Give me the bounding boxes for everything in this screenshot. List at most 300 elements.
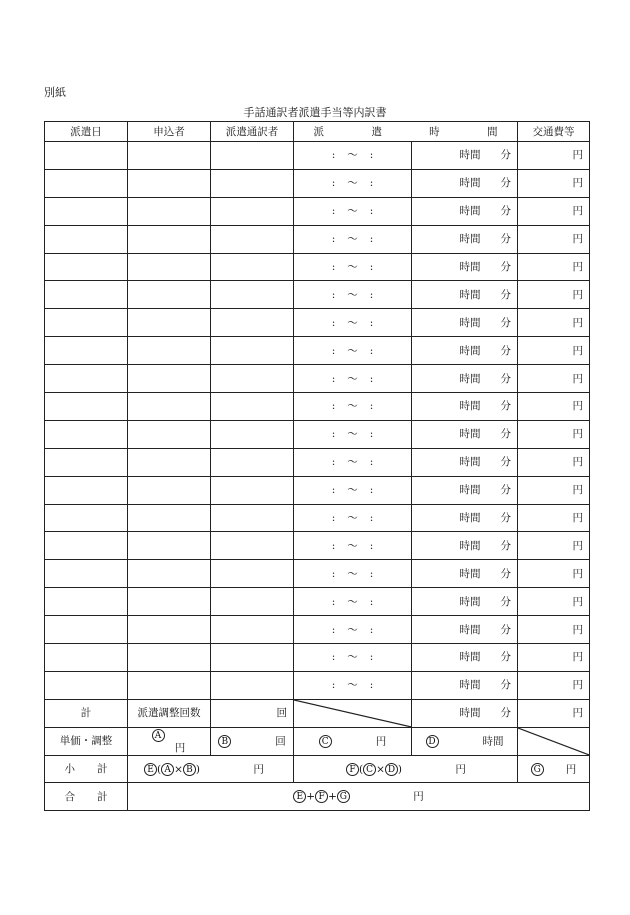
hours-unit: 時間 [459,456,481,469]
entry-row [45,560,590,588]
yen-unit: 円 [572,651,583,664]
applicant-field[interactable] [128,532,211,560]
interpreter-field[interactable] [211,476,294,504]
time-wave: 〜 [347,233,358,246]
date-field[interactable] [45,253,128,281]
transport-field[interactable] [518,281,590,309]
time-colon: : [331,261,336,273]
minutes-unit: 分 [500,316,511,329]
circled-e: E [293,790,306,803]
minutes-unit: 分 [500,177,511,190]
total-duration-field[interactable] [412,699,518,727]
interpreter-field[interactable] [211,169,294,197]
time-colon: : [369,149,374,162]
hours-unit: 時間 [459,233,481,246]
header-time-char: 間 [487,125,498,138]
time-range-field[interactable] [294,671,412,699]
circled-a: A [161,763,174,776]
time-wave: 〜 [347,512,358,525]
unit-price-label: 単価・調整 [45,727,128,755]
duration-field[interactable] [412,393,518,421]
time-colon: : [369,595,374,608]
times-unit: 回 [276,707,287,720]
yen-unit: 円 [572,288,583,301]
time-wave: 〜 [347,567,358,580]
minutes-unit: 分 [500,623,511,636]
time-wave: 〜 [347,261,358,273]
applicant-field[interactable] [128,393,211,421]
date-field[interactable] [45,337,128,365]
plus-sign: + [306,790,316,803]
hours-unit: 時間 [459,484,481,497]
header-interpreter: 派遣通訳者 [211,122,294,142]
time-wave: 〜 [347,539,358,552]
time-wave: 〜 [347,149,358,162]
applicant-field[interactable] [128,504,211,532]
unit-c-field[interactable] [294,727,412,755]
applicant-field[interactable] [128,560,211,588]
interpreter-field[interactable] [211,365,294,393]
interpreter-field[interactable] [211,671,294,699]
applicant-field[interactable] [128,365,211,393]
duration-field[interactable] [412,253,518,281]
transport-field[interactable] [518,337,590,365]
time-colon: : [369,512,374,525]
time-colon: : [331,623,336,636]
header-time-char: 時 [429,125,440,138]
transport-field[interactable] [518,365,590,393]
transport-field[interactable] [518,588,590,616]
transport-field[interactable] [518,671,590,699]
time-colon: : [369,316,374,329]
minutes-unit: 分 [500,428,511,441]
applicant-field[interactable] [128,142,211,170]
transport-field[interactable] [518,448,590,476]
circled-a: A [152,729,165,742]
total-label: 計 [45,699,128,727]
circled-c: C [319,735,332,748]
minutes-unit: 分 [500,261,511,273]
minutes-unit: 分 [500,456,511,469]
time-colon: : [331,679,336,692]
transport-field[interactable] [518,644,590,672]
minutes-unit: 分 [500,149,511,162]
interpreter-field[interactable] [211,588,294,616]
transport-field[interactable] [518,142,590,170]
interpreter-field[interactable] [211,616,294,644]
diagonal-line [294,700,411,727]
yen-unit: 円 [375,735,387,748]
duration-field[interactable] [412,504,518,532]
interpreter-field[interactable] [211,644,294,672]
adjust-count-label: 派遣調整回数 [128,699,211,727]
unit-a-field[interactable] [128,727,211,755]
time-wave: 〜 [347,205,358,218]
applicant-field[interactable] [128,448,211,476]
unit-b-field[interactable] [211,727,294,755]
interpreter-field[interactable] [211,337,294,365]
entry-row [45,671,590,699]
time-colon: : [331,316,336,329]
time-colon: : [331,512,336,525]
entry-row [45,532,590,560]
grand-total-row [45,783,590,811]
date-field[interactable] [45,560,128,588]
time-wave: 〜 [347,177,358,190]
time-range-field[interactable] [294,169,412,197]
duration-field[interactable] [412,197,518,225]
transport-field[interactable] [518,420,590,448]
duration-field[interactable] [412,644,518,672]
duration-field[interactable] [412,337,518,365]
transport-field[interactable] [518,225,590,253]
time-colon: : [369,344,374,357]
duration-field[interactable] [412,476,518,504]
duration-field[interactable] [412,588,518,616]
yen-unit: 円 [572,456,583,469]
time-wave: 〜 [347,484,358,497]
interpreter-field[interactable] [211,393,294,421]
circled-b: B [183,763,196,776]
duration-field[interactable] [412,309,518,337]
minutes-unit: 分 [500,484,511,497]
yen-unit: 円 [572,539,583,552]
time-range-field[interactable] [294,309,412,337]
duration-field[interactable] [412,616,518,644]
transport-field[interactable] [518,560,590,588]
entry-row [45,142,590,170]
date-field[interactable] [45,532,128,560]
time-colon: : [369,539,374,552]
hours-unit: 時間 [459,372,481,385]
diagonal-line [518,728,589,755]
circled-f: F [346,763,359,776]
transport-field[interactable] [518,616,590,644]
time-colon: : [369,233,374,246]
date-field[interactable] [45,142,128,170]
entry-row [45,309,590,337]
duration-field[interactable] [412,281,518,309]
interpreter-field[interactable] [211,420,294,448]
date-field[interactable] [45,309,128,337]
yen-unit: 円 [572,372,583,385]
interpreter-field[interactable] [211,225,294,253]
time-colon: : [369,651,374,664]
transport-field[interactable] [518,169,590,197]
entry-row [45,448,590,476]
date-field[interactable] [45,476,128,504]
applicant-field[interactable] [128,588,211,616]
minutes-unit: 分 [500,233,511,246]
time-wave: 〜 [347,623,358,636]
minutes-unit: 分 [500,707,511,720]
subtotal-g-field[interactable] [518,755,590,783]
entry-row [45,281,590,309]
applicant-field[interactable] [128,281,211,309]
minutes-unit: 分 [500,651,511,664]
applicant-field[interactable] [128,476,211,504]
time-colon: : [369,567,374,580]
subtotal-row [45,755,590,783]
time-range-field[interactable] [294,281,412,309]
date-field[interactable] [45,281,128,309]
yen-unit: 円 [455,763,466,776]
time-colon: : [369,428,374,441]
header-row [45,122,590,142]
interpreter-field[interactable] [211,532,294,560]
hours-unit: 時間 [459,205,481,218]
yen-unit: 円 [572,679,583,692]
date-field[interactable] [45,504,128,532]
entry-row [45,393,590,421]
minutes-unit: 分 [500,205,511,218]
time-colon: : [369,261,374,273]
time-colon: : [331,539,336,552]
hours-unit: 時間 [459,679,481,692]
time-wave: 〜 [347,651,358,664]
transport-field[interactable] [518,476,590,504]
applicant-field[interactable] [128,337,211,365]
time-colon: : [331,484,336,497]
hours-unit: 時間 [459,428,481,441]
duration-field[interactable] [412,448,518,476]
attachment-label: 別紙 [44,86,66,99]
time-colon: : [369,456,374,469]
applicant-field[interactable] [128,309,211,337]
entry-row [45,420,590,448]
time-wave: 〜 [347,344,358,357]
date-field[interactable] [45,448,128,476]
hours-unit: 時間 [459,623,481,636]
unit-d-field[interactable] [412,727,518,755]
time-range-field[interactable] [294,365,412,393]
time-colon: : [331,205,336,218]
yen-unit: 円 [572,400,583,413]
duration-field[interactable] [412,532,518,560]
duration-field[interactable] [412,225,518,253]
yen-unit: 円 [253,763,264,776]
time-wave: 〜 [347,316,358,329]
yen-unit: 円 [572,177,583,190]
yen-unit: 円 [572,316,583,329]
time-colon: : [369,205,374,218]
applicant-field[interactable] [128,420,211,448]
time-colon: : [369,623,374,636]
time-range-field[interactable] [294,532,412,560]
header-applicant: 申込者 [128,122,211,142]
interpreter-field[interactable] [211,309,294,337]
minutes-unit: 分 [500,595,511,608]
grand-total-label-char: 計 [97,790,108,803]
transport-field[interactable] [518,309,590,337]
circled-e: E [144,763,157,776]
entry-row [45,253,590,281]
time-wave: 〜 [347,400,358,413]
time-colon: : [331,177,336,190]
date-field[interactable] [45,197,128,225]
time-wave: 〜 [347,428,358,441]
yen-unit: 円 [572,512,583,525]
interpreter-field[interactable] [211,504,294,532]
applicant-field[interactable] [128,644,211,672]
time-colon: : [331,233,336,246]
circled-b: B [218,735,231,748]
diagonal-cell [518,727,590,755]
hours-unit: 時間 [482,735,504,748]
circled-c: C [363,763,376,776]
yen-unit: 円 [572,261,583,273]
date-field[interactable] [45,616,128,644]
date-field[interactable] [45,393,128,421]
transport-field[interactable] [518,197,590,225]
time-colon: : [331,595,336,608]
hours-unit: 時間 [459,344,481,357]
time-colon: : [369,484,374,497]
time-colon: : [369,288,374,301]
interpreter-field[interactable] [211,448,294,476]
time-range-field[interactable] [294,644,412,672]
interpreter-field[interactable] [211,253,294,281]
time-range-field[interactable] [294,197,412,225]
time-colon: : [331,344,336,357]
duration-field[interactable] [412,169,518,197]
applicant-field[interactable] [128,616,211,644]
yen-unit: 円 [572,233,583,246]
circled-f: F [315,790,328,803]
time-colon: : [331,372,336,385]
time-range-field[interactable] [294,560,412,588]
date-field[interactable] [45,644,128,672]
time-colon: : [369,679,374,692]
duration-field[interactable] [412,420,518,448]
close-paren: ) [397,763,403,776]
transport-field[interactable] [518,253,590,281]
time-range-field[interactable] [294,142,412,170]
time-colon: : [331,651,336,664]
header-time-char: 遣 [371,125,382,138]
time-range-field[interactable] [294,225,412,253]
time-range-field[interactable] [294,504,412,532]
date-field[interactable] [45,365,128,393]
time-range-field[interactable] [294,337,412,365]
adjust-count-field[interactable] [211,699,294,727]
interpreter-field[interactable] [211,560,294,588]
subtotal-label-char: 小 [64,763,75,776]
document-title: 手話通訳者派遣手当等内訳書 [243,106,387,119]
duration-field[interactable] [412,142,518,170]
time-range-field[interactable] [294,253,412,281]
hours-unit: 時間 [459,288,481,301]
time-colon: : [369,177,374,190]
diagonal-cell [294,699,412,727]
circled-d: D [426,735,439,748]
date-field[interactable] [45,169,128,197]
entry-row [45,197,590,225]
time-range-field[interactable] [294,588,412,616]
interpreter-field[interactable] [211,142,294,170]
time-colon: : [369,400,374,413]
breakdown-table [44,121,590,811]
entry-row [45,337,590,365]
applicant-field[interactable] [128,169,211,197]
yen-unit: 円 [565,763,577,776]
duration-field[interactable] [412,365,518,393]
date-field[interactable] [45,420,128,448]
total-transport-field[interactable] [518,699,590,727]
plus-sign: + [328,790,337,803]
times-sign: × [174,763,183,776]
grand-total-label-char: 合 [64,790,75,803]
minutes-unit: 分 [500,679,511,692]
date-field[interactable] [45,671,128,699]
time-range-field[interactable] [294,448,412,476]
subtotal-e-field[interactable] [128,755,294,783]
minutes-unit: 分 [500,512,511,525]
duration-field[interactable] [412,560,518,588]
grand-total-field[interactable] [128,783,590,811]
applicant-field[interactable] [128,671,211,699]
applicant-field[interactable] [128,253,211,281]
total-row [45,699,590,727]
yen-unit: 円 [174,741,186,754]
transport-field[interactable] [518,532,590,560]
date-field[interactable] [45,588,128,616]
yen-unit: 円 [572,149,583,162]
time-range-field[interactable] [294,476,412,504]
hours-unit: 時間 [459,595,481,608]
yen-unit: 円 [572,567,583,580]
yen-unit: 円 [572,707,583,720]
yen-unit: 円 [572,428,583,441]
interpreter-field[interactable] [211,281,294,309]
applicant-field[interactable] [128,225,211,253]
entry-row [45,504,590,532]
interpreter-field[interactable] [211,197,294,225]
duration-field[interactable] [412,671,518,699]
time-wave: 〜 [347,372,358,385]
time-wave: 〜 [347,679,358,692]
hours-unit: 時間 [459,651,481,664]
minutes-unit: 分 [500,400,511,413]
time-range-field[interactable] [294,393,412,421]
subtotal-label-char: 計 [97,763,108,776]
hours-unit: 時間 [459,512,481,525]
entry-row [45,588,590,616]
header-time-char: 派 [313,125,324,138]
transport-field[interactable] [518,393,590,421]
time-colon: : [331,400,336,413]
minutes-unit: 分 [500,288,511,301]
transport-field[interactable] [518,504,590,532]
yen-unit: 円 [572,623,583,636]
subtotal-f-field[interactable] [294,755,518,783]
time-wave: 〜 [347,456,358,469]
hours-unit: 時間 [459,316,481,329]
time-range-field[interactable] [294,420,412,448]
time-wave: 〜 [347,288,358,301]
entry-row [45,169,590,197]
yen-unit: 円 [572,595,583,608]
entry-row [45,616,590,644]
open-paren: ( [359,763,364,776]
applicant-field[interactable] [128,197,211,225]
time-colon: : [331,149,336,162]
hours-unit: 時間 [459,400,481,413]
date-field[interactable] [45,225,128,253]
time-colon: : [331,456,336,469]
minutes-unit: 分 [500,344,511,357]
time-range-field[interactable] [294,616,412,644]
